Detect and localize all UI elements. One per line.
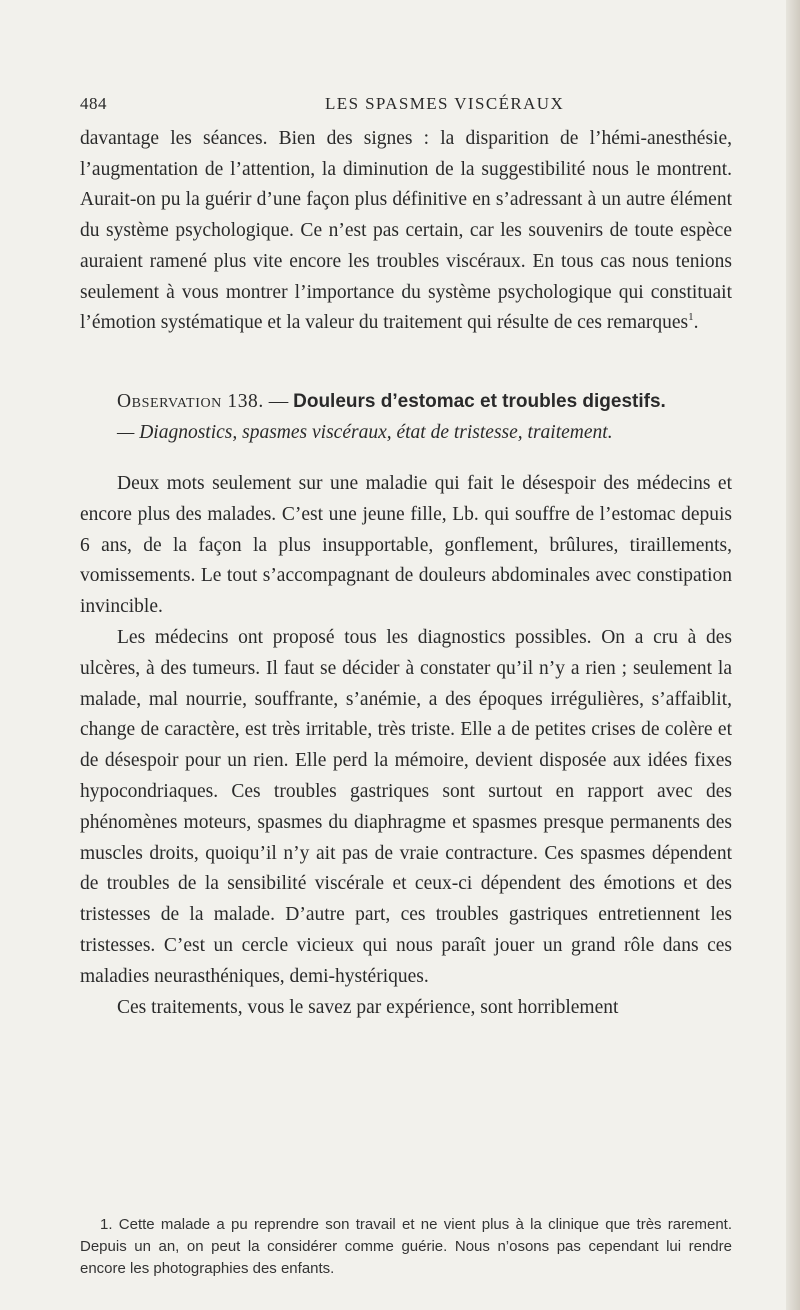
intro-paragraph: davantage les séances. Bien des signes : la disparition de l’hémi-anesthésie, l’augmentation de l’attention, la diminution de la suggestibilité nous le montrent. Aurait-on pu la guérir d’une façon plus définitive en s’adressant à un autre élément du système psychologique. Ce n’est pas certain, car les souvenirs de toute espèce auraient ramené plus vite encore les troubles viscéraux. En tous cas nous tenions seulement à vous montrer l’importance du système psychologique qui constituait l’émotion systématique et la valeur du traitement qui résulte de ces remarques$^1$. bbox=[80, 128, 732, 334]
footnote-ref: 1 bbox=[688, 311, 694, 324]
body-paragraph: Les médecins ont proposé tous les diagnostics possibles. On a cru à des ulcères, à des tumeurs. Il faut se décider à constater qu’il n’y a rien ; seulement la malade, mal nourrie, souffrante, s’anémie, a des époques irrégulières, s’affaiblit, change de caractère, est très irritable, très triste. Elle a de petites crises de colère et de désespoir pour un rien. Elle perd la mémoire, devient disposée aux idées fixes hypocondriaques. Ces troubles gastriques sont surtout en rapport avec des phénomènes moteurs, spasmes du diaphragme et spasmes presque permanents des muscles droits, quoiqu’il n’y ait pas de vraie contracture. Ces spasmes dépendent de troubles de la sensibilité viscérale et ceux-ci dépendent des émotions et des tristesses de la malade. D’autre part, ces troubles gastriques entretiennent les tristesses. C’est un cercle vicieux qui nous paraît jouer un grand rôle dans ces maladies neurasthéniques, demi-hystériques. bbox=[80, 626, 732, 987]
observation-body bbox=[80, 469, 732, 1023]
footnote bbox=[80, 1214, 732, 1280]
intro-paragraph-text: davantage les séances. Bien des signes : la disparition de l’hémi-anesthésie, l’augmentation de l’attention, la diminution de la suggestibilité nous le montrent. Aurait-on pu la guérir d’une façon plus définitive en s’adressant à un autre élément du système psychologique. Ce n’est pas certain, car les souvenirs de toute espèce auraient ramené plus vite encore les troubles viscéraux. En tous cas nous tenions seulement à vous montrer l’importance du système psychologique qui constituait l’émotion systématique et la valeur du traitement qui résulte de ces remarques bbox=[80, 128, 732, 334]
footnote-text: 1. Cette malade a pu reprendre son travail et ne vient plus à la clinique que très rarement. Depuis un an, on peut la considérer comme guérie. Nous n’osons pas cependant lui rendre encore les photographies des enfants. bbox=[80, 1216, 732, 1277]
observation-label: Observation 138. bbox=[117, 391, 264, 412]
observation-line bbox=[80, 387, 732, 418]
body-paragraph: Ces traitements, vous le savez par expérience, sont horriblement bbox=[117, 996, 619, 1018]
page-edge bbox=[786, 0, 800, 1310]
observation-subtitle: — Diagnostics, spasmes viscéraux, état de tristesse, traitement. bbox=[117, 421, 613, 443]
page-number: 484 bbox=[80, 94, 107, 113]
observation-dash: — bbox=[268, 391, 289, 412]
running-title: LES SPASMES VISCÉRAUX bbox=[325, 94, 565, 113]
body-paragraph: Deux mots seulement sur une maladie qui fait le désespoir des médecins et encore plus des malades. C’est une jeune fille, Lb. qui souffre de l’estomac depuis 6 ans, de la façon la plus insupportable, gonflement, brûlures, tiraillements, vomissements. Le tout s’accompagnant de douleurs abdominales avec constipation invincible. bbox=[80, 473, 732, 618]
observation-heading bbox=[80, 387, 732, 448]
observation-title: Douleurs d’estomac et troubles digestifs. bbox=[293, 391, 666, 412]
intro-text bbox=[80, 124, 732, 339]
